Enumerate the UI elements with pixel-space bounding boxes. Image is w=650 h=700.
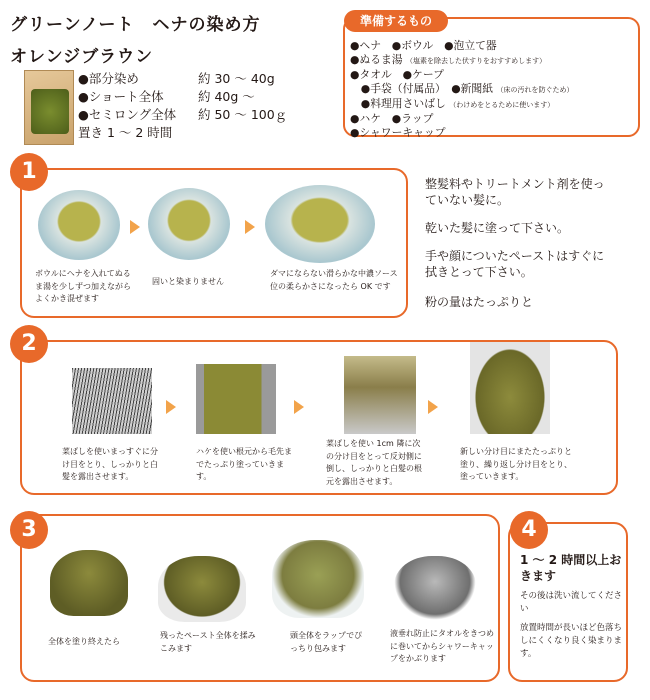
bowl-photo-smooth: [265, 185, 375, 263]
step1-note: 手や顔についたペーストはすぐに拭きとって下さい。: [425, 249, 605, 279]
step1-caption: ダマにならない滑らかな中濃ソース位の柔らかさになったら OK です: [270, 269, 398, 291]
preparation-title: 準備するもの: [344, 10, 448, 32]
leave-time: 置き 1 〜 2 時間: [78, 125, 173, 140]
prep-line: ●シャワーキャップ: [350, 126, 446, 139]
step3-caption: 頭全体をラップでぴっちり包みます: [290, 631, 363, 653]
arrow-icon: [428, 400, 438, 414]
product-package-image: [24, 70, 74, 145]
step4-note: その後は洗い流してください: [520, 591, 623, 614]
prep-line: ●ヘナ ●ボウル ●泡立て器: [350, 39, 497, 52]
package-illustration: [31, 89, 69, 134]
color-name: オレンジブラウン: [10, 47, 154, 67]
prep-line: ●ぬるま湯 （塩素を除去した伏すりをおすすめします）: [350, 53, 547, 66]
arrow-icon: [245, 220, 255, 234]
bowl-photo-mixing: [38, 190, 120, 260]
prep-line: ●ハケ ●ラップ: [350, 112, 434, 125]
step1-number: 1: [10, 153, 48, 191]
preparation-list: [350, 39, 573, 140]
head-photo-wrap: [272, 540, 364, 618]
usage-row: ●セミロング全体 約 50 〜 100ｇ: [78, 107, 288, 122]
step2-caption: 菜ばしを使いまっすぐに分け目をとり、しっかりと白髪を露出させます。: [62, 447, 158, 481]
step2-caption: 新しい分け目にまたたっぷりと塗り、繰り返し分け目をとり、塗っていきます。: [460, 447, 572, 481]
hair-photo-brushing: [196, 364, 276, 434]
prep-line: ●手袋（付属品） ●新聞紙 （床の汚れを防ぐため）: [350, 82, 574, 95]
step3-caption: 液垂れ防止にタオルをきつめに巻いてからシャワーキャップをかぶります: [390, 629, 494, 663]
page-title: グリーンノート ヘナの染め方: [10, 15, 261, 35]
usage-row: ●部分染め 約 30 〜 40g: [78, 71, 275, 86]
head-photo-massage: [158, 556, 246, 622]
arrow-icon: [166, 400, 176, 414]
step4-note: 放置時間が長いほど色落ちしにくくなり良く染まります。: [520, 623, 623, 659]
hair-photo-parting: [72, 368, 152, 434]
hair-photo-repeat: [470, 342, 550, 434]
usage-row: ●ショート全体 約 40g 〜: [78, 89, 255, 104]
prep-line: ●タオル ●ケープ: [350, 68, 444, 81]
step3-number: 3: [10, 511, 48, 549]
step2-number: 2: [10, 325, 48, 363]
step4-number: 4: [510, 511, 548, 549]
step2-caption: 菜ばしを使い 1cm 隣に次の分け目をとって反対側に倒し、しっかりと白髪の根元を露出させます。: [326, 439, 422, 486]
bowl-photo-thick: [148, 188, 230, 260]
step2-caption: ハケを使い根元から毛先までたっぷり塗っていきます。: [196, 447, 292, 481]
head-photo-covered: [50, 550, 128, 616]
hair-photo-next-parting: [344, 356, 416, 434]
arrow-icon: [294, 400, 304, 414]
step3-caption: 残ったペースト全体を揉みこみます: [160, 631, 256, 653]
step1-caption: 固いと染まりません: [152, 277, 224, 286]
step1-note: 整髪料やトリートメント剤を使っていない髪に。: [425, 177, 605, 207]
step1-caption: ボウルにヘナを入れてぬるま湯を少しずつ加えながらよくかき混ぜます: [35, 269, 131, 303]
step1-note: 粉の量はたっぷりと: [425, 295, 534, 309]
step4-title: 1 〜 2 時間以上おきます: [520, 553, 622, 583]
step1-note: 乾いた髪に塗って下さい。: [425, 221, 570, 235]
prep-line: ●料理用さいばし （わけめをとるために使います）: [350, 97, 555, 110]
step3-caption: 全体を塗り終えたら: [48, 637, 120, 646]
arrow-icon: [130, 220, 140, 234]
head-photo-shower-cap: [394, 556, 476, 620]
